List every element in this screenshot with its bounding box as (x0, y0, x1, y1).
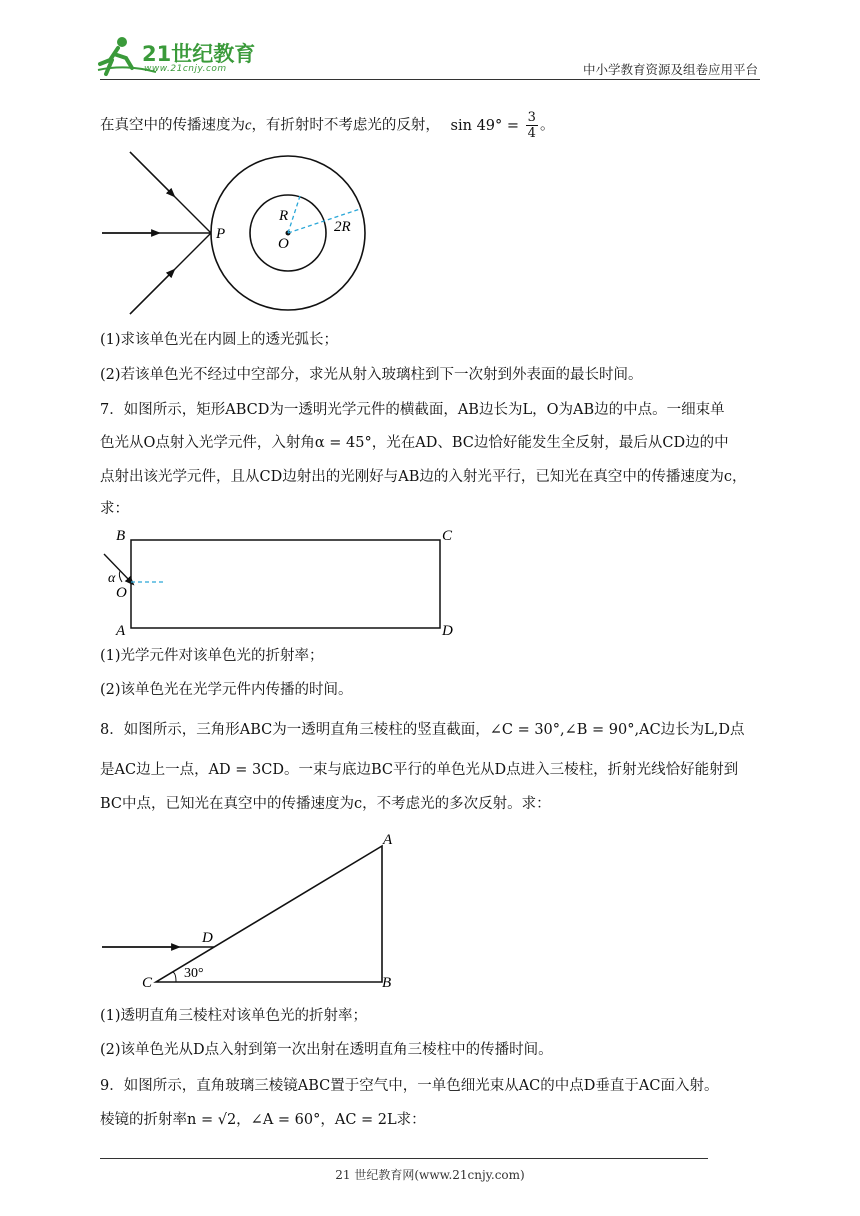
footer-text: 21 世纪教育网(www.21cnjy.com) (335, 1168, 525, 1182)
q7-line-2: 色光从O点射入光学元件，入射角α = 45°，光在AD、BC边恰好能发生全反射，最后从CD边的中 (100, 435, 729, 451)
header-platform-text: 中小学教育资源及组卷应用平台 (582, 62, 758, 77)
q9-line-1: 9．如图所示，直角玻璃三棱镜ABC置于空气中，一单色细光束从AC的中点D垂直于AC面入射。 (100, 1078, 719, 1094)
label-P: P (216, 226, 226, 242)
q7-line-4: 求： (100, 501, 129, 517)
label-A: A (116, 623, 126, 639)
angle-arc (172, 972, 176, 982)
label-B: B (382, 975, 392, 991)
q8-line-2: 是AC边上一点，AD = 3CD。一束与底边BC平行的单色光从D点进入三棱柱，折射光线恰好能射到 (100, 762, 739, 778)
q7-line-1: 7．如图所示，矩形ABCD为一透明光学元件的横截面，AB边长为L，O为AB边的中点。一细束单 (100, 402, 725, 418)
label-R: R (279, 208, 289, 224)
q7-rectangle-diagram (96, 524, 476, 642)
q6-line-1: 在真空中的传播速度为c，有折射时不考虑光的反射， sin 49° = $\frac{3}{4}$ 。 (100, 110, 555, 141)
label-A: A (383, 832, 393, 848)
q9-line-2: 棱镜的折射率n = √2，∠A = 60°，AC = 2L求： (100, 1112, 426, 1128)
site-logo (96, 34, 266, 78)
label-D: D (202, 930, 213, 946)
logo-title: 21世纪教育 (142, 42, 256, 66)
label-C: C (142, 975, 153, 991)
q8-triangle-diagram (96, 826, 406, 996)
q6-circle-diagram (96, 146, 376, 320)
rectangle-ABCD (131, 540, 440, 628)
q8-line-3: BC中点，已知光在真空中的传播速度为c，不考虑光的多次反射。求： (100, 796, 551, 812)
q8-sub2: (2)该单色光从D点入射到第一次出射在透明直角三棱柱中的传播时间。 (100, 1042, 553, 1058)
label-angle: 30° (184, 966, 204, 981)
fraction-3-4: $\frac{3}{4}$ (527, 110, 536, 141)
label-C: C (442, 528, 453, 544)
footer-divider (100, 1158, 708, 1159)
label-D: D (442, 623, 453, 639)
q7-sub2: (2)该单色光在光学元件内传播的时间。 (100, 682, 353, 698)
logo-url: www.21cnjy.com (144, 64, 227, 74)
q8-line-1: 8．如图所示，三角形ABC为一透明直角三棱柱的竖直截面，∠C = 30°,∠B = 90°,AC边长为L,D点 (100, 722, 745, 738)
q8-sub1: (1)透明直角三棱柱对该单色光的折射率； (100, 1008, 368, 1024)
inner-radius-line (288, 196, 300, 233)
q7-sub1: (1)光学元件对该单色光的折射率； (100, 648, 324, 664)
q6-sub2: (2)若该单色光不经过中空部分，求光从射入玻璃柱到下一次射到外表面的最长时间。 (100, 367, 643, 383)
label-alpha: α (108, 571, 116, 586)
triangle-ABC (156, 846, 382, 982)
label-O: O (278, 236, 289, 252)
q6-sub1: (1)求该单色光在内圆上的透光弧长； (100, 332, 339, 348)
header-divider (100, 79, 760, 80)
q7-line-3: 点射出该光学元件，且从CD边射出的光刚好与AB边的入射光平行，已知光在真空中的传播速度为c， (100, 469, 747, 485)
label-2R: 2R (334, 219, 351, 235)
label-O: O (116, 585, 127, 601)
label-B: B (116, 528, 126, 544)
